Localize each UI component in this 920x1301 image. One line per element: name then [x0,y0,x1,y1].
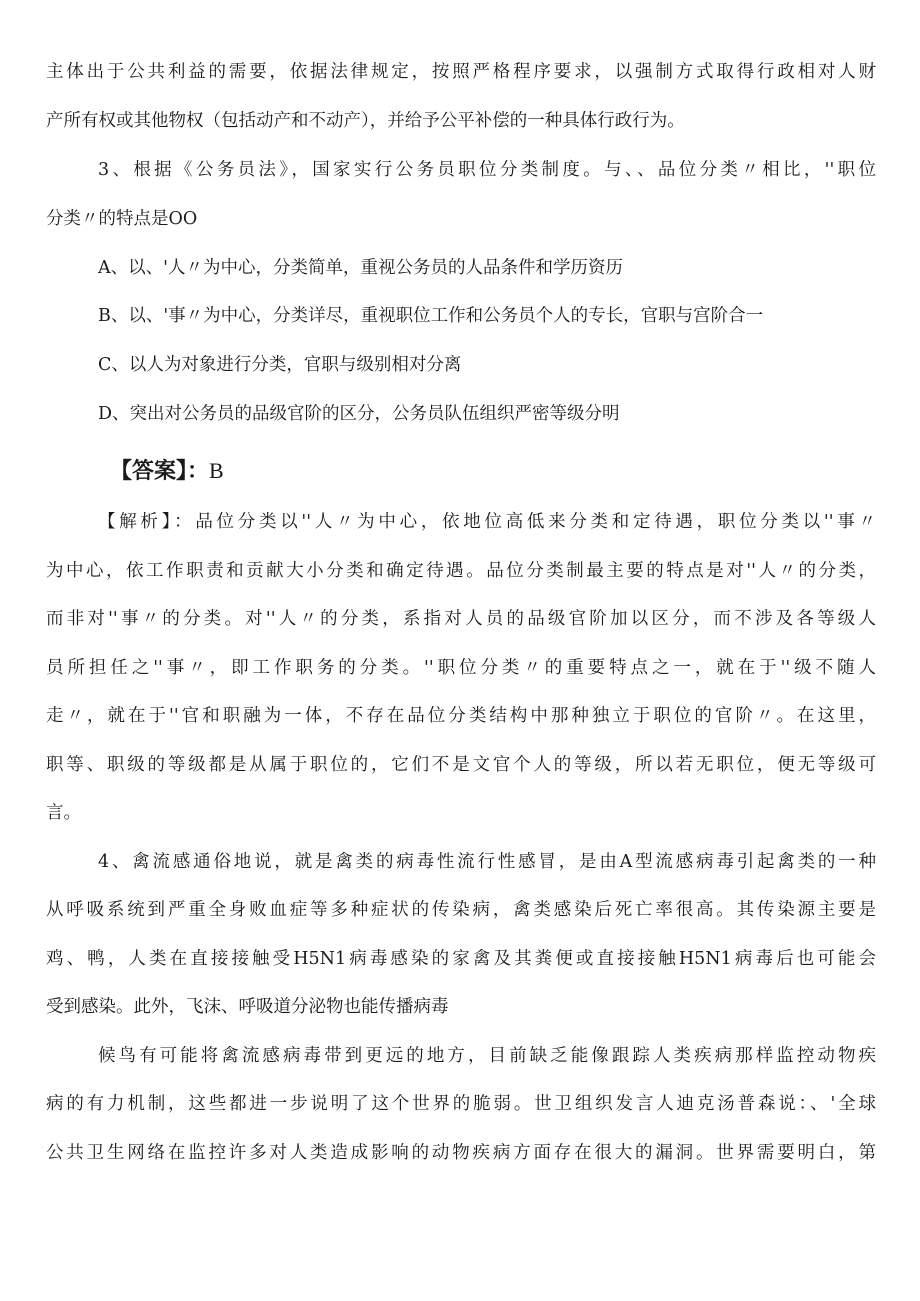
option-c: C、以人为对象进行分类，官职与级别相对分离 [98,355,462,375]
explanation-line-3: 而非对''事〃的分类。对''人〃的分类，系指对人员的品级官阶加以区分，而不涉及各等级人 [46,609,876,629]
question4-line-2: 从呼吸系统到严重全身败血症等多种症状的传染病，禽类感染后死亡率很高。其传染源主要是 [46,900,876,920]
explanation-line-1: 【解析】：品位分类以''人〃为中心，依地位高低来分类和定待遇，职位分类以''事〃 [98,512,876,532]
explanation-line-6: 职等、职级的等级都是从属于职位的，它们不是文官个人的等级，所以若无职位，便无等级可 [46,755,876,775]
explanation-line-5: 走〃，就在于''官和职融为一体，不存在品位分类结构中那种独立于职位的官阶〃。在这里， [46,706,876,726]
question3-stem-line-1: 3、根据《公务员法》，国家实行公务员职位分类制度。与、、品位分类〃相比，''职位 [98,160,876,180]
option-b: B、以、'事〃为中心，分类详尽，重视职位工作和公务员个人的专长，官职与宫阶合一 [98,306,764,326]
answer-line [110,456,224,486]
explanation-line-7: 言。 [46,803,81,823]
question4-para2-line-2: 病的有力机制，这些都进一步说明了这个世界的脆弱。世卫组织发言人迪克汤普森说：、'全球 [46,1094,876,1114]
intro-line-1: 主体出于公共利益的需要，依据法律规定，按照严格程序要求，以强制方式取得行政相对人财 [46,62,876,82]
explanation-line-4: 员所担任之''事〃，即工作职务的分类。''职位分类〃的重要特点之一，就在于''级不随人 [46,658,876,678]
question4-para2-line-3: 公共卫生网络在监控许多对人类造成影响的动物疾病方面存在很大的漏洞。世界需要明白，第 [46,1143,876,1163]
option-d: D、突出对公务员的品级官阶的区分，公务员队伍组织严密等级分明 [98,404,620,424]
question4-para2-line-1: 候鸟有可能将禽流感病毒带到更远的地方，目前缺乏能像跟踪人类疾病那样监控动物疾 [98,1046,876,1066]
option-a: A、以、'人〃为中心，分类简单，重视公务员的人品条件和学历资历 [98,258,623,278]
answer-label: 【答案】： [110,458,210,484]
answer-value: B [209,458,224,483]
intro-line-2: 产所有权或其他物权（包括动产和不动产），并给予公平补偿的一种具体行政行为。 [46,111,685,131]
question4-line-4: 受到感染。此外，飞沫、呼吸道分泌物也能传播病毒 [46,997,449,1017]
question4-line-3: 鸡、鸭，人类在直接接触受H5N1病毒感染的家禽及其粪便或直接接触H5N1病毒后也可能会 [46,949,876,969]
explanation-line-2: 为中心，依工作职责和贡献大小分类和确定待遇。品位分类制最主要的特点是对''人〃的分类， [46,561,876,581]
question4-line-1: 4、禽流感通俗地说，就是禽类的病毒性流行性感冒，是由A型流感病毒引起禽类的一种 [98,852,876,872]
question3-stem-line-2: 分类〃的特点是OO [46,209,198,229]
